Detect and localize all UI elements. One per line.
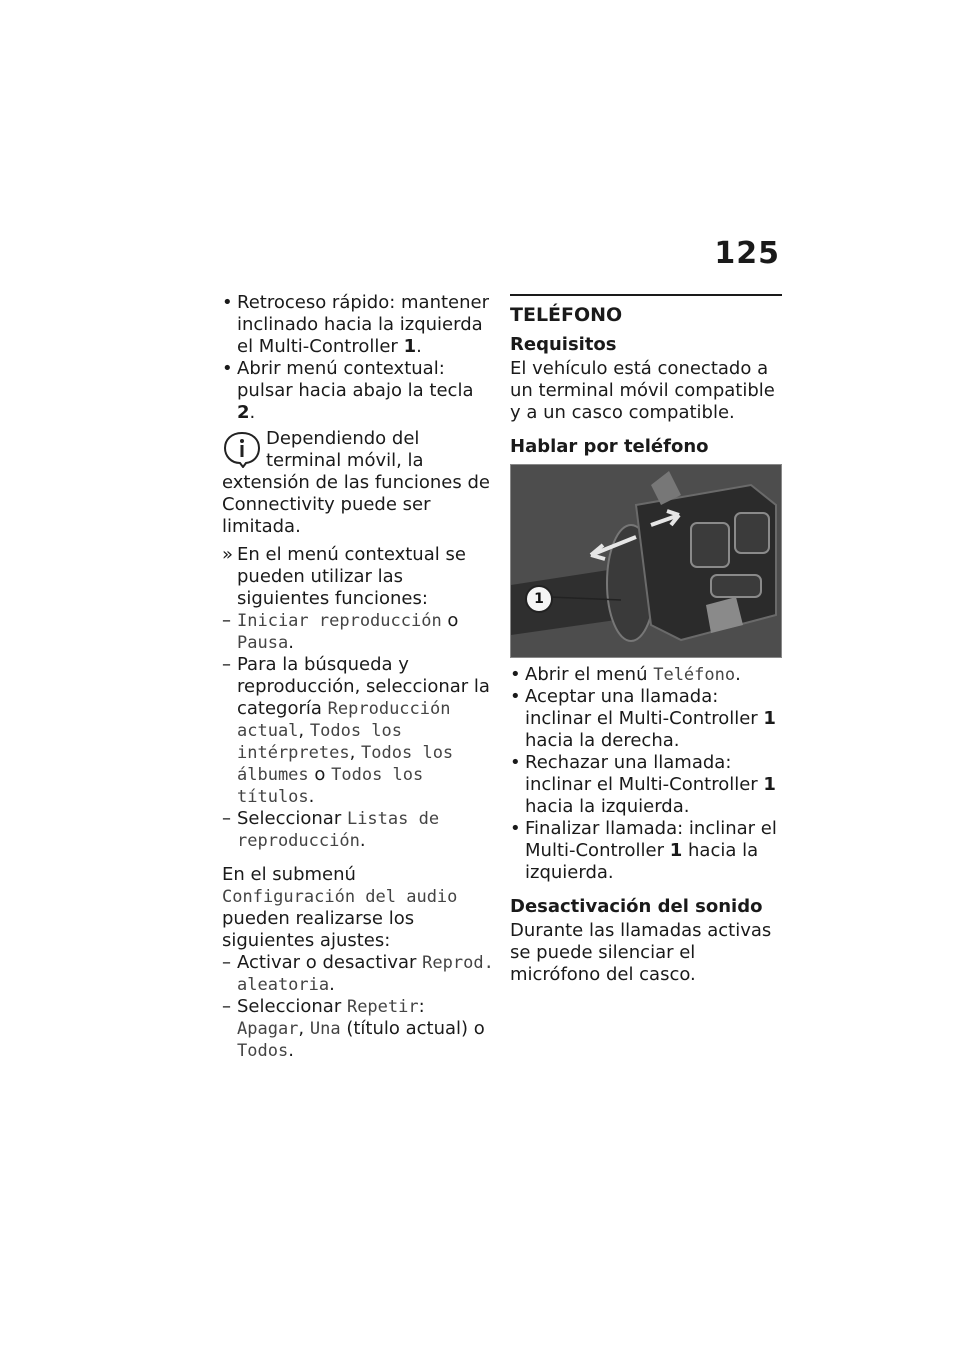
menu-term: Reprod. aleatoria — [237, 953, 494, 995]
bullet-text: Retroceso rápido: mantener inclinado hacia la izquierda el Multi-Controller — [237, 292, 489, 357]
text-fragment: . — [288, 632, 294, 653]
menu-term: Iniciar reproducción — [237, 611, 442, 631]
mute-text: Durante las llamadas activas se puede silenciar el micrófono del casco. — [510, 920, 772, 985]
menu-term: Apagar — [237, 1019, 299, 1039]
menu-term: Pausa — [237, 633, 289, 653]
text-fragment: (título actual) o — [340, 1018, 485, 1039]
bullet-mark: • — [510, 752, 521, 773]
requirements-text: El vehículo está conectado a un terminal móvil compatible y a un casco compatible. — [510, 358, 775, 423]
text-fragment: Seleccionar — [237, 808, 347, 829]
text-fragment: hacia la izquierda. — [525, 796, 690, 817]
text-fragment: Finalizar llamada: inclinar el Multi-Controller — [525, 818, 777, 861]
text-fragment: pueden realizarse los siguientes ajustes: — [222, 908, 415, 951]
handlebar-controls-figure — [510, 464, 782, 658]
text-fragment: Para la búsqueda y reproducción, seleccionar la categoría — [237, 654, 490, 719]
text-fragment: Aceptar una llamada: inclinar el Multi-Controller — [525, 686, 764, 729]
menu-term: Listas de reproducción — [237, 809, 440, 851]
dash-mark: – — [222, 610, 231, 631]
ref-number: 1 — [763, 708, 776, 729]
mute-title: Desactivación del sonido — [510, 896, 763, 917]
bullet-text: Abrir menú contextual: pulsar hacia abajo la tecla — [237, 358, 474, 401]
info-icon — [222, 430, 262, 468]
requirements-title: Requisitos — [510, 334, 617, 355]
dash-mark: – — [222, 808, 231, 829]
text-fragment: . — [735, 664, 741, 685]
dash-playlists — [222, 808, 494, 852]
text-fragment: , — [349, 742, 362, 763]
menu-term: Todos — [237, 1041, 289, 1061]
dash-mark: – — [222, 952, 231, 973]
dash-play-pause — [222, 610, 494, 654]
bullet-context-menu — [222, 358, 494, 424]
text-fragment: . — [329, 974, 335, 995]
text-fragment: , — [298, 720, 310, 741]
section-rule — [510, 294, 782, 296]
text-fragment: . — [288, 1040, 294, 1061]
dash-mark: – — [222, 654, 231, 675]
bullet-mark: • — [510, 664, 521, 685]
ref-number: 1 — [763, 774, 776, 795]
text-fragment: o — [441, 610, 459, 631]
text-fragment: Activar o desactivar — [237, 952, 423, 973]
call-title: Hablar por teléfono — [510, 436, 709, 457]
text-fragment: . — [308, 786, 315, 807]
right-column — [510, 292, 782, 986]
audio-settings-paragraph — [222, 864, 494, 952]
result-functions — [222, 544, 494, 610]
bullet-mark: • — [222, 358, 233, 379]
info-text: Dependiendo del terminal móvil, la extensión de las funciones de Connectivity puede ser limitada. — [222, 428, 490, 537]
menu-term: Repetir — [346, 997, 419, 1017]
text-fragment: En el submenú — [222, 864, 356, 885]
info-note — [222, 428, 494, 538]
text-fragment: Rechazar una llamada: inclinar el Multi-Controller — [525, 752, 764, 795]
bullet-end-call — [510, 818, 782, 884]
dash-category — [222, 654, 494, 808]
bullet-accept-call — [510, 686, 782, 752]
handlebar-illustration — [511, 465, 781, 657]
bullet-reject-call — [510, 752, 782, 818]
page-number: 125 — [714, 236, 780, 271]
result-text: En el menú contextual se pueden utilizar las siguientes funciones: — [237, 544, 466, 609]
bullet-mark: • — [510, 686, 521, 707]
menu-term: Todos los intérpretes — [237, 721, 402, 763]
text-fragment: . — [359, 830, 366, 851]
ref-number: 1 — [403, 336, 417, 357]
text-fragment: , — [298, 1018, 310, 1039]
menu-term: Teléfono — [653, 665, 736, 685]
left-column — [222, 292, 494, 1062]
section-heading: TELÉFONO — [510, 304, 623, 326]
dash-repeat — [222, 996, 494, 1062]
bullet-tail: . — [416, 336, 422, 357]
text-fragment: o — [308, 764, 332, 785]
dash-shuffle — [222, 952, 494, 996]
bullet-rewind — [222, 292, 494, 358]
dash-mark: – — [222, 996, 231, 1017]
ref-number: 2 — [237, 402, 250, 423]
bullet-open-phone — [510, 664, 782, 686]
bullet-mark: • — [222, 292, 233, 313]
result-mark: » — [222, 544, 234, 565]
menu-term: Configuración del audio — [222, 887, 458, 907]
text-fragment: hacia la izquierda. — [525, 840, 759, 883]
menu-term: Todos los títulos — [237, 765, 424, 807]
ref-number: 1 — [669, 840, 683, 861]
figure-label-1: 1 — [525, 585, 553, 613]
bullet-mark: • — [510, 818, 521, 839]
menu-term: Reproducción actual — [237, 699, 451, 741]
text-fragment: Abrir el menú — [525, 664, 654, 685]
text-fragment: Seleccionar — [237, 996, 347, 1017]
menu-term: Una — [309, 1019, 341, 1039]
text-fragment: hacia la derecha. — [525, 730, 680, 751]
text-fragment: : — [418, 996, 425, 1017]
bullet-tail: . — [249, 402, 256, 423]
menu-term: Todos los álbumes — [237, 743, 454, 785]
